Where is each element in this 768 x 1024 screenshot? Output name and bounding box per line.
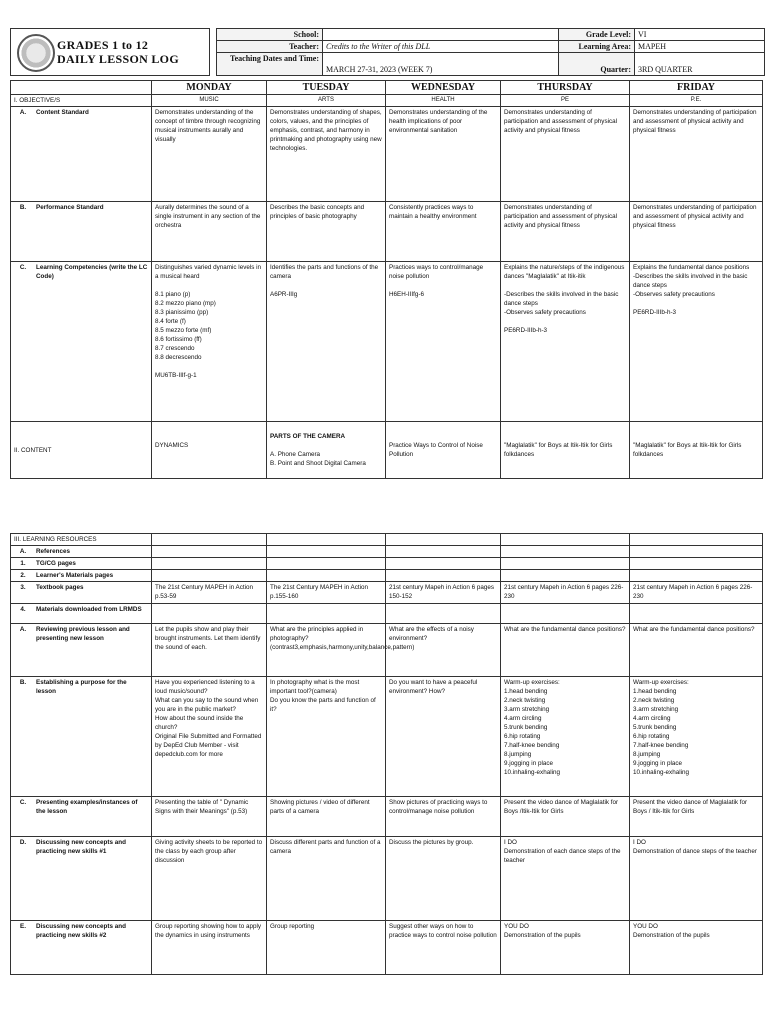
content-monday-text: DYNAMICS: [155, 442, 189, 449]
competencies-wednesday: Practices ways to control/manage noise pollution H6EH-IIIfg-6: [386, 262, 501, 422]
resources-section-label: III. LEARNING RESOURCES: [11, 534, 152, 546]
textbook-pages-label: Textbook pages: [36, 584, 84, 591]
procedure-b-tuesday: In photography what is the most important tool?(camera) Do you know the parts and function of it?: [267, 677, 386, 797]
procedure-c-thursday: Present the video dance of Maglalatik for Boys /Itik-Itik for Girls: [501, 797, 630, 837]
textbook-pages-tuesday: The 21st Century MAPEH in Action p.155-160: [267, 582, 386, 604]
procedure-c-monday: Presenting the table of " Dynamic Signs with their Meanings" (p.53): [152, 797, 267, 837]
content-standard-letter: A.: [19, 109, 27, 116]
lrmds-friday: [630, 604, 763, 624]
performance-standard-wednesday: Consistently practices ways to maintain a healthy environment: [386, 202, 501, 262]
tg-pages-monday: [152, 558, 267, 570]
content-friday: [630, 422, 763, 479]
procedure-b-label-cell: [11, 677, 152, 797]
tg-pages-friday: [630, 558, 763, 570]
content-standard-friday: Demonstrates understanding of participation and assessment of physical activity and physical fitness: [630, 107, 763, 202]
content-standard-label-cell: [11, 107, 152, 202]
content-standard-thursday: Demonstrates understanding of participation and assessment of physical activity and physical fitness: [501, 107, 630, 202]
procedure-a-letter: A.: [19, 626, 27, 633]
procedure-d-wednesday: Discuss the pictures by group.: [386, 837, 501, 921]
lm-pages-label-cell: [11, 570, 152, 582]
quarter-label: Quarter:: [559, 53, 635, 76]
content-standard-wednesday: Demonstrates understanding of the health implications of poor environmental sanitation: [386, 107, 501, 202]
teacher-value: Credits to the Writer of this DLL: [323, 41, 559, 53]
competencies-tuesday: Identifies the parts and functions of the camera A6PR-IIIg: [267, 262, 386, 422]
grade-level-value: VI: [635, 29, 765, 41]
procedure-d-letter: D.: [19, 839, 27, 846]
competencies-monday: Distinguishes varied dynamic levels in a musical heard 8.1 piano (p) 8.2 mezzo piano (mp) 8.3 pianissimo (pp) 8.4 forte (f) 8.5 mezzo forte (mf) 8.6 fortissimo (ff) 8.7 crescendo 8.8 decrescendo MU6TB-IIIf-g-1: [152, 262, 267, 422]
lm-pages-letter: 2.: [20, 572, 26, 579]
objectives-section-label: I. OBJECTIVE/S: [11, 95, 152, 107]
subject-pe-friday: P.E.: [630, 95, 763, 107]
teaching-dates-label: Teaching Dates and Time:: [217, 53, 323, 76]
procedure-d-label-cell: [11, 837, 152, 921]
teaching-dates-value: MARCH 27-31, 2023 (WEEK 7): [323, 53, 559, 76]
lm-pages-thursday: [501, 570, 630, 582]
deped-seal-icon: [17, 34, 55, 72]
deped-logo-box: [10, 28, 210, 76]
procedure-b-letter: B.: [19, 679, 27, 686]
competencies-letter: C.: [19, 264, 27, 271]
procedure-e-tuesday: Group reporting: [267, 921, 386, 975]
header-title-dll: DAILY LESSON LOG: [57, 52, 179, 66]
competencies-label: Learning Competencies (write the LC Code): [36, 264, 148, 280]
tg-pages-tuesday: [267, 558, 386, 570]
day-header-blank: [11, 81, 152, 95]
procedure-a-tuesday: What are the principles applied in photography? (contrast3,emphasis,harmony,unity,balance,pattern): [267, 624, 386, 677]
lm-pages-tuesday: [267, 570, 386, 582]
header-meta-table: [216, 28, 765, 76]
procedure-d-tuesday: Discuss different parts and function of a camera: [267, 837, 386, 921]
procedure-b-monday: Have you experienced listening to a loud music/sound? What can you say to the sound when you are in the public market? How about the sound inside the church? Original File Submitted and Formatted by DepEd Club Member - visit depedclub.com for more: [152, 677, 267, 797]
textbook-pages-thursday: 21st century Mapeh in Action 6 pages 226-230: [501, 582, 630, 604]
lm-pages-label: Learner's Materials pages: [36, 572, 114, 579]
subject-arts: ARTS: [267, 95, 386, 107]
procedure-b-friday: Warm-up exercises: 1.head bending 2.neck twisting 3.arm stretching 4.arm circling 5.trunk bending 6.hip rotating 7.half-knee bending 8.jumping 9.jogging in place 10.inhaling-exhaling: [630, 677, 763, 797]
procedure-b-wednesday: Do you want to have a peaceful environment? How?: [386, 677, 501, 797]
textbook-pages-letter: 3.: [20, 584, 26, 591]
performance-standard-friday: Demonstrates understanding of participation and assessment of physical activity and physical fitness: [630, 202, 763, 262]
procedure-b-thursday: Warm-up exercises: 1.head bending 2.neck twisting 3.arm stretching 4.arm circling 5.trunk bending 6.hip rotating 7.half-knee bending 8.jumping 9.jogging in place 10.inhaling-exhaling: [501, 677, 630, 797]
day-header-tuesday: TUESDAY: [267, 81, 386, 95]
procedure-a-wednesday: What are the effects of a noisy environment?: [386, 624, 501, 677]
header-title-grades: GRADES 1 to 12: [57, 38, 149, 52]
textbook-pages-wednesday: 21st century Mapeh in Action 6 pages 150-152: [386, 582, 501, 604]
tg-pages-thursday: [501, 558, 630, 570]
quarter-value: 3RD QUARTER: [635, 53, 765, 76]
performance-standard-thursday: Demonstrates understanding of participation and assessment of physical activity and physical fitness: [501, 202, 630, 262]
procedure-d-friday: I DO Demonstration of dance steps of the teacher: [630, 837, 763, 921]
objectives-table: [10, 80, 763, 479]
content-standard-monday: Demonstrates understanding of the concept of timbre through recognizing musical instruments aurally and visually: [152, 107, 267, 202]
procedure-e-wednesday: Suggest other ways on how to practice ways to control noise pollution: [386, 921, 501, 975]
content-tuesday-heading: PARTS OF THE CAMERA: [270, 433, 346, 440]
content-friday-text: "Maglalatik" for Boys at Itik-Itik for Girls folkdances: [633, 442, 742, 458]
grade-level-label: Grade Level:: [559, 29, 635, 41]
content-section-label: II. CONTENT: [11, 422, 152, 479]
lm-pages-wednesday: [386, 570, 501, 582]
performance-standard-monday: Aurally determines the sound of a single instrument in any section of the orchestra: [152, 202, 267, 262]
procedure-d-label: Discussing new concepts and practicing new skills #1: [36, 839, 126, 855]
procedure-a-thursday: What are the fundamental dance positions?: [501, 624, 630, 677]
day-header-monday: MONDAY: [152, 81, 267, 95]
textbook-pages-friday: 21st century Mapeh in Action 6 pages 226-230: [630, 582, 763, 604]
day-header-friday: FRIDAY: [630, 81, 763, 95]
procedure-c-friday: Present the video dance of Maglalatik for Boys / Itik-Itik for Girls: [630, 797, 763, 837]
references-label-cell: [11, 546, 152, 558]
lrmds-label-cell: [11, 604, 152, 624]
performance-standard-letter: B.: [19, 204, 27, 211]
procedure-c-tuesday: Showing pictures / video of different parts of a camera: [267, 797, 386, 837]
procedure-c-label-cell: [11, 797, 152, 837]
school-value: [323, 29, 559, 41]
lrmds-monday: [152, 604, 267, 624]
subject-pe: PE: [501, 95, 630, 107]
procedure-e-label: Discussing new concepts and practicing new skills #2: [36, 923, 126, 939]
performance-standard-label: Performance Standard: [36, 204, 104, 211]
procedure-b-label: Establishing a purpose for the lesson: [36, 679, 127, 695]
content-thursday-text: "Maglalatik" for Boys at Itik-Itik for Girls folkdances: [504, 442, 613, 458]
procedure-a-label-cell: [11, 624, 152, 677]
day-header-wednesday: WEDNESDAY: [386, 81, 501, 95]
learning-area-label: Learning Area:: [559, 41, 635, 53]
procedure-d-thursday: I DO Demonstration of each dance steps of the teacher: [501, 837, 630, 921]
textbook-pages-label-cell: [11, 582, 152, 604]
procedure-e-monday: Group reporting showing how to apply the dynamics in using instruments: [152, 921, 267, 975]
procedure-c-letter: C.: [19, 799, 27, 806]
procedure-e-label-cell: [11, 921, 152, 975]
school-label: School:: [217, 29, 323, 41]
procedure-a-friday: What are the fundamental dance positions?: [630, 624, 763, 677]
lm-pages-friday: [630, 570, 763, 582]
lrmds-tuesday: [267, 604, 386, 624]
subject-music: MUSIC: [152, 95, 267, 107]
subject-health: HEALTH: [386, 95, 501, 107]
content-standard-tuesday: Demonstrates understanding of shapes, colors, values, and the principles of emphasis, contrast, and harmony in printmaking and photography using new technologies.: [267, 107, 386, 202]
performance-standard-label-cell: [11, 202, 152, 262]
content-tuesday: [267, 422, 386, 479]
competencies-label-cell: [11, 262, 152, 422]
teacher-label: Teacher:: [217, 41, 323, 53]
procedure-e-letter: E.: [20, 923, 26, 930]
lrmds-wednesday: [386, 604, 501, 624]
procedure-a-monday: Let the pupils show and play their brought instruments. Let them identify the sound of each.: [152, 624, 267, 677]
procedure-c-wednesday: Show pictures of practicing ways to control/manage noise pollution: [386, 797, 501, 837]
content-monday: [152, 422, 267, 479]
lm-pages-monday: [152, 570, 267, 582]
procedure-d-monday: Giving activity sheets to be reported to the class by each group after discussion: [152, 837, 267, 921]
lesson-log-header: [10, 28, 762, 76]
procedure-a-label: Reviewing previous lesson and presenting new lesson: [36, 626, 130, 642]
resources-procedures-table: [10, 533, 763, 975]
lrmds-label: Materials downloaded from LRMDS: [36, 606, 142, 613]
tg-pages-letter: 1.: [20, 560, 26, 567]
procedure-c-label: Presenting examples/instances of the lesson: [36, 799, 138, 815]
content-tuesday-text: A. Phone Camera B. Point and Shoot Digital Camera: [270, 451, 366, 467]
lrmds-thursday: [501, 604, 630, 624]
lrmds-letter: 4.: [20, 606, 26, 613]
references-letter: A.: [19, 548, 27, 555]
content-standard-label: Content Standard: [36, 109, 89, 116]
references-label: References: [36, 548, 70, 555]
tg-pages-label: TG/CG pages: [36, 560, 76, 567]
content-thursday: [501, 422, 630, 479]
competencies-thursday: Explains the nature/steps of the indigenous dances "Maglalatik" at Itik-itik -Describes the skills involved in the basic dance steps -Observes safety precautions PE6RD-IIIb-h-3: [501, 262, 630, 422]
tg-pages-wednesday: [386, 558, 501, 570]
day-header-thursday: THURSDAY: [501, 81, 630, 95]
procedure-e-thursday: YOU DO Demonstration of the pupils: [501, 921, 630, 975]
procedure-e-friday: YOU DO Demonstration of the pupils: [630, 921, 763, 975]
tg-pages-label-cell: [11, 558, 152, 570]
content-wednesday-text: Practice Ways to Control of Noise Pollution: [389, 442, 483, 458]
competencies-friday: Explains the fundamental dance positions -Describes the skills involved in the basic dance steps -Observes safety precautions PE6RD-IIIb-h-3: [630, 262, 763, 422]
learning-area-value: MAPEH: [635, 41, 765, 53]
textbook-pages-monday: The 21st Century MAPEH in Action p.53-59: [152, 582, 267, 604]
content-wednesday: [386, 422, 501, 479]
performance-standard-tuesday: Describes the basic concepts and principles of basic photography: [267, 202, 386, 262]
